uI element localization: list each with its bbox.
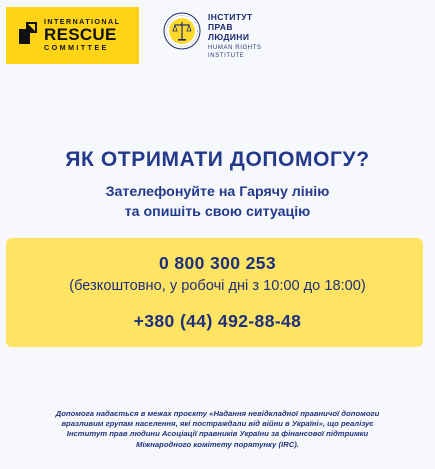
hri-logo-text [208,12,262,60]
irc-logo-line1: INTERNATIONAL [44,17,121,26]
footer-line1: Допомога надається в межах проєкту «Надання невідкладної правничої допомоги [55,409,380,418]
page-title: ЯК ОТРИМАТИ ДОПОМОГУ? [65,148,370,171]
hri-logo-ua-line3: ЛЮДИНИ [208,32,250,42]
footer-line2: вразливим групам населення, які постраждали від війни в Україні», що реалізує [61,419,374,429]
irc-logo-line2: RESCUE [44,25,117,44]
logo-bar [0,0,435,80]
hotline-hours: (безкоштовно, у робочі дні з 10:00 до 18:00) [69,278,366,294]
irc-arrow-icon [17,20,39,46]
subtitle-line1: Зателефонуйте на Гарячу лінію [105,184,330,200]
hri-logo-en-line1: HUMAN RIGHTS [208,45,262,51]
hri-logo-ua-line2: ПРАВ [208,22,233,32]
hotline-phone-free[interactable]: 0 800 300 253 [158,253,277,273]
hotline-phone-city[interactable]: +380 (44) 492-88-48 [133,311,302,331]
subtitle-line2: та опишіть свою ситуацію [124,204,311,220]
irc-logo [6,7,139,64]
footer-note [6,409,429,450]
page-subtitle [0,182,435,222]
hri-logo-en-line2: INSTITUTE [208,52,245,59]
footer-line4: Міжнародного комітету порятунку (IRC). [136,439,299,449]
justice-scales-seal-icon [163,12,201,50]
footer-line3: Інститут прав людини Асоціації правників України за фінансової підтримки [66,429,369,439]
hri-logo-ua-line1: ІНСТИТУТ [208,12,253,22]
irc-logo-line3: COMMITTEE [44,43,109,52]
